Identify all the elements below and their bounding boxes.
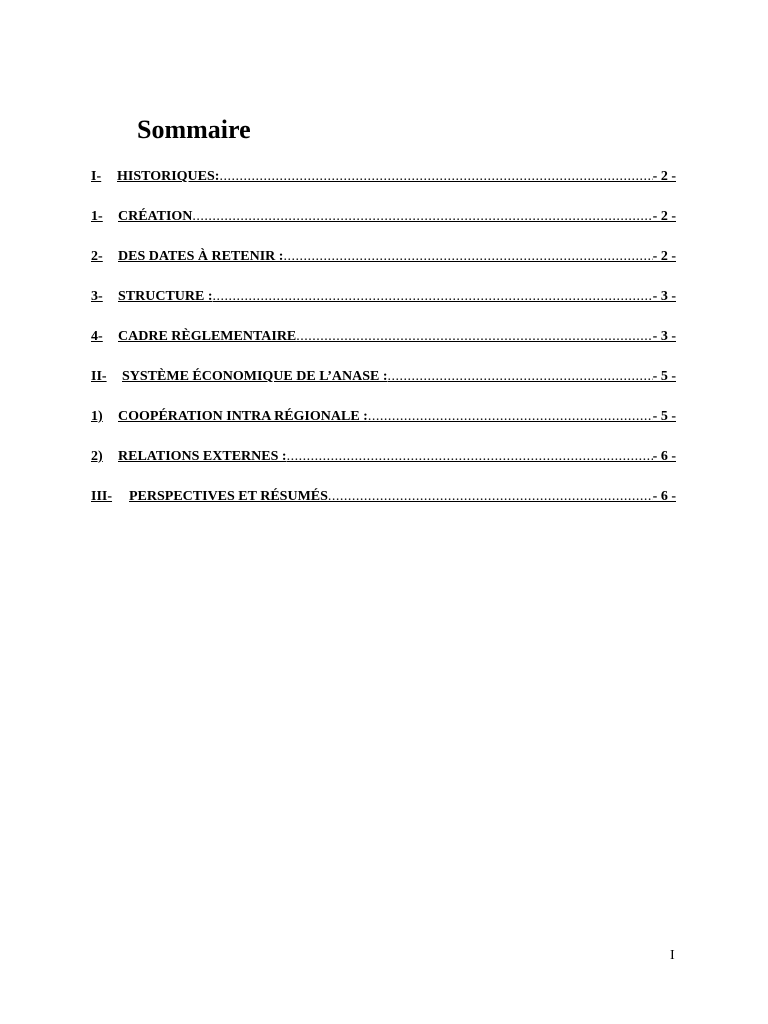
toc-dot-leader: [213, 287, 653, 307]
toc-entry-page: - 5 -: [652, 409, 676, 424]
toc-entry-page: - 2 -: [652, 249, 676, 264]
toc-entry-number: 1): [91, 409, 103, 424]
toc-dot-leader: [192, 207, 652, 227]
toc-entry-systeme[interactable]: [91, 367, 676, 407]
page-title: Sommaire: [137, 115, 251, 144]
toc-entry-number: I-: [91, 169, 102, 184]
toc-entry-relations[interactable]: [91, 447, 676, 487]
toc-entry-structure[interactable]: [91, 287, 676, 327]
table-of-contents: [91, 167, 676, 527]
toc-entry-label: PERSPECTIVES ET RÉSUMÉS: [129, 489, 328, 504]
toc-entry-number: 3-: [91, 289, 103, 304]
toc-entry-label: CRÉATION: [118, 209, 193, 224]
toc-entry-perspectives[interactable]: [91, 487, 676, 527]
toc-entry-number: 2): [91, 449, 103, 464]
toc-entry-label: RELATIONS EXTERNES :: [118, 449, 287, 464]
toc-dot-leader: [296, 327, 652, 347]
toc-dot-leader: [368, 407, 653, 427]
toc-entry-cooperation[interactable]: [91, 407, 676, 447]
toc-entry-dates[interactable]: [91, 247, 676, 287]
toc-entry-page: - 3 -: [652, 329, 676, 344]
toc-dot-leader: [328, 487, 653, 507]
toc-dot-leader: [283, 247, 652, 267]
toc-entry-label: STRUCTURE :: [118, 289, 213, 304]
toc-entry-number: III-: [91, 489, 113, 504]
toc-entry-creation[interactable]: [91, 207, 676, 247]
toc-entry-label: SYSTÈME ÉCONOMIQUE DE L’ANASE :: [122, 369, 388, 384]
footer-page-number: I: [670, 948, 675, 963]
toc-entry-page: - 6 -: [652, 449, 676, 464]
toc-dot-leader: [219, 167, 652, 187]
toc-entry-label: HISTORIQUES:: [117, 169, 220, 184]
toc-dot-leader: [287, 447, 653, 467]
toc-entry-label: CADRE RÈGLEMENTAIRE: [118, 329, 297, 344]
toc-entry-page: - 5 -: [652, 369, 676, 384]
toc-entry-cadre[interactable]: [91, 327, 676, 367]
toc-entry-number: II-: [91, 369, 107, 384]
toc-entry-number: 1-: [91, 209, 103, 224]
toc-entry-historiques[interactable]: [91, 167, 676, 207]
toc-entry-page: - 2 -: [652, 169, 676, 184]
toc-entry-number: 2-: [91, 249, 103, 264]
toc-entry-label: COOPÉRATION INTRA RÉGIONALE :: [118, 409, 368, 424]
toc-entry-label: DES DATES À RETENIR :: [118, 249, 284, 264]
toc-entry-number: 4-: [91, 329, 103, 344]
toc-entry-page: - 6 -: [652, 489, 676, 504]
toc-dot-leader: [388, 367, 653, 387]
toc-entry-page: - 3 -: [652, 289, 676, 304]
toc-entry-page: - 2 -: [652, 209, 676, 224]
